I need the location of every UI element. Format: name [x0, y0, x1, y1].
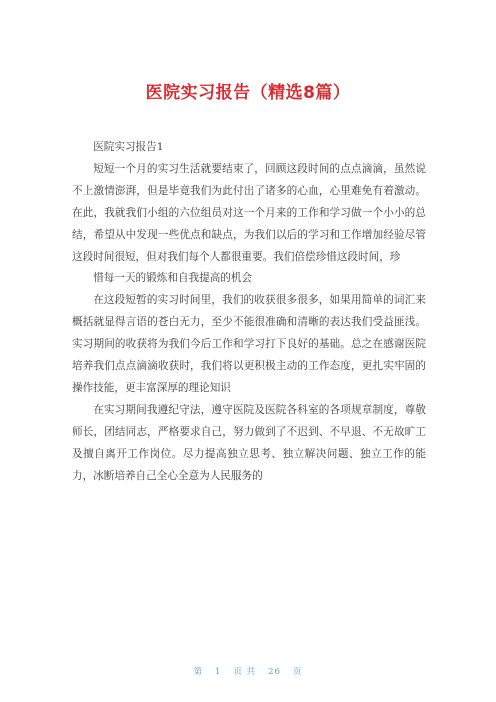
body-paragraph: 惜每一天的锻炼和自我提高的机会: [93, 272, 253, 285]
page-label: 第: [193, 667, 204, 677]
document-body: [72, 137, 426, 488]
page-number: 1: [215, 667, 222, 677]
section-heading: 医院实习报告1: [93, 141, 164, 153]
document-title: 医院实习报告（精选8篇）: [145, 83, 351, 103]
page-suffix: 页: [292, 667, 303, 677]
body-paragraph: 在这段短暂的实习时间里，我们的收获很多很多，如果用简单的词汇来概括就显得言语的苍白无力，至少不能很准确和清晰的表达我们受益匪浅。实习期间的收获将为我们今后工作和学习打下良好的基础。总之在感谢医院培养我们点点滴滴收获时，我们将以更积极主动的工作态度，更扎实牢固的操作技能，更丰富深厚的理论知识: [72, 294, 426, 394]
page-of-label: 页 共: [233, 667, 257, 677]
body-paragraph: 短短一个月的实习生活就要结束了，回顾这段时间的点点滴滴，虽然说不上激情澎湃，但是毕竟我们为此付出了诸多的心血，心里难免有着激动。在此，我就我们小组的六位组员对这一个月来的工作和学习做一个小小的总结，希望从中发现一些优点和缺点，为我们以后的学习和工作增加经验尽管这段时间很短，但对我们每个人都很重要。我们倍偿珍惜这段时间，珍: [72, 162, 426, 263]
page-footer: [0, 665, 496, 677]
body-paragraph: 在实习期间我遵纪守法，遵守医院及医院各科室的各项规章制度，尊敬师长，团结同志，严格要求自己，努力做到了不迟到、不早退、不无故旷工及擅自离开工作岗位。尽力提高独立思考、独立解决问题、独立工作的能力，冰断培养自己全心全意为人民服务的: [72, 403, 426, 482]
total-pages: 26: [268, 667, 281, 677]
